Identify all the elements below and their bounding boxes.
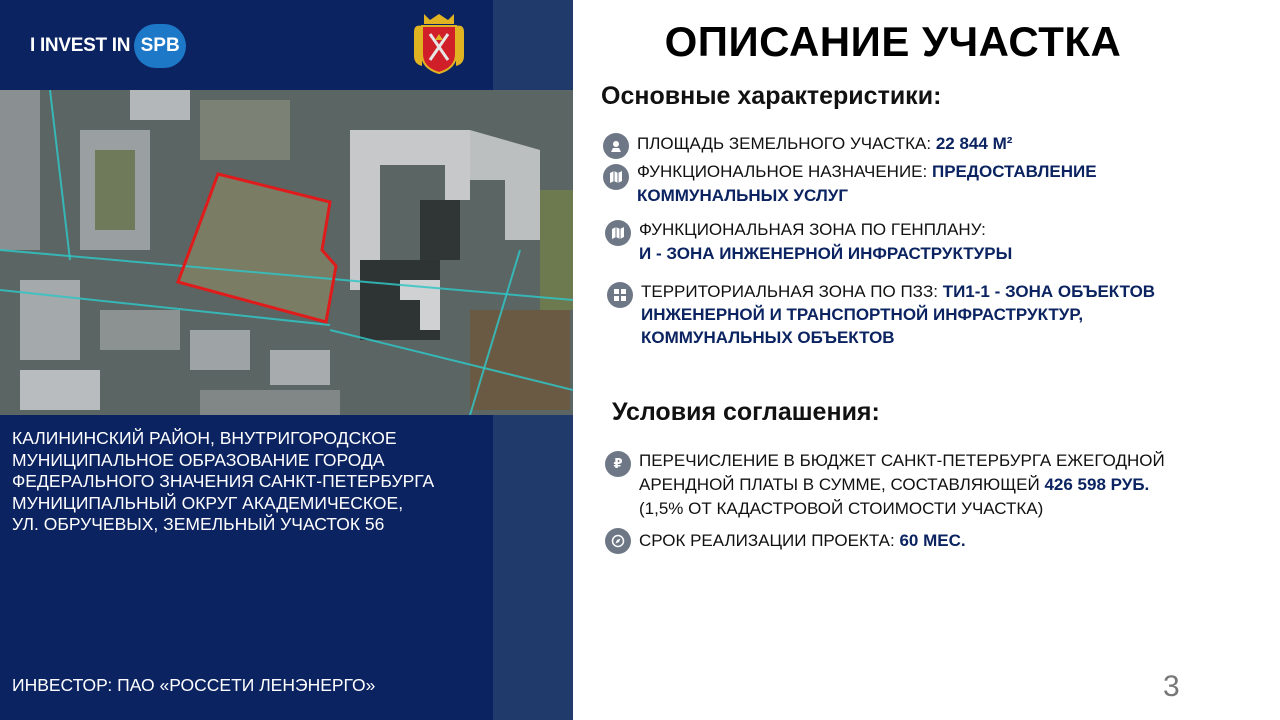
- page-number: 3: [1163, 670, 1180, 703]
- purpose-label: ФУНКЦИОНАЛЬНОЕ НАЗНАЧЕНИЕ:: [637, 162, 928, 181]
- address-line: ФЕДЕРАЛЬНОГО ЗНАЧЕНИЯ САНКТ-ПЕТЕРБУРГА: [12, 471, 435, 491]
- territorial-value-line3: КОММУНАЛЬНЫХ ОБЪЕКТОВ: [641, 328, 895, 347]
- location-pin-icon: [603, 133, 629, 159]
- map-icon: [603, 164, 629, 190]
- logo-badge: SPB: [134, 24, 186, 68]
- address-line: МУНИЦИПАЛЬНЫЙ ОКРУГ АКАДЕМИЧЕСКОЕ,: [12, 492, 404, 513]
- payment-note: (1,5% ОТ КАДАСТРОВОЙ СТОИМОСТИ УЧАСТКА): [639, 499, 1044, 518]
- map-icon: [605, 220, 631, 246]
- territorial-label: ТЕРРИТОРИАЛЬНАЯ ЗОНА ПО ПЗЗ:: [641, 282, 938, 301]
- address-line: МУНИЦИПАЛЬНОЕ ОБРАЗОВАНИЕ ГОРОДА: [12, 449, 385, 470]
- investor-label: ИНВЕСТОР: ПАО «РОССЕТИ ЛЕНЭНЕРГО»: [12, 675, 376, 695]
- invest-in-spb-logo: [30, 24, 186, 68]
- area-value: 22 844 М²: [935, 134, 1013, 153]
- grid-icon: [607, 282, 633, 308]
- payment-item: [605, 449, 1165, 521]
- conditions-heading: Условия соглашения:: [612, 398, 880, 426]
- zone-label: ФУНКЦИОНАЛЬНАЯ ЗОНА ПО ГЕНПЛАНУ:: [639, 220, 986, 239]
- compass-icon: [605, 528, 631, 554]
- purpose-item: [603, 160, 1097, 208]
- area-label: ПЛОЩАДЬ ЗЕМЕЛЬНОГО УЧАСТКА:: [637, 134, 932, 153]
- address-block: [12, 428, 482, 536]
- purpose-value-line2: КОММУНАЛЬНЫХ УСЛУГ: [637, 186, 848, 205]
- characteristics-heading: Основные характеристики:: [601, 82, 942, 110]
- term-label: СРОК РЕАЛИЗАЦИИ ПРОЕКТА:: [639, 531, 895, 550]
- payment-line2: АРЕНДНОЙ ПЛАТЫ В СУММЕ, СОСТАВЛЯЮЩЕЙ: [639, 475, 1040, 494]
- page-title: ОПИСАНИЕ УЧАСТКА: [664, 18, 1122, 65]
- term-value: 60 МЕС.: [899, 531, 966, 550]
- address-line: УЛ. ОБРУЧЕВЫХ, ЗЕМЕЛЬНЫЙ УЧАСТОК 56: [12, 514, 385, 534]
- purpose-value-line1: ПРЕДОСТАВЛЕНИЕ: [931, 162, 1097, 181]
- territorial-item: [607, 280, 1155, 349]
- area-item: [603, 133, 1012, 159]
- zone-item: [605, 218, 1012, 266]
- satellite-map: [0, 90, 573, 415]
- ruble-icon: ₽: [605, 451, 631, 477]
- payment-amount: 426 598 РУБ.: [1044, 475, 1150, 494]
- term-item: [605, 528, 966, 554]
- address-line: КАЛИНИНСКИЙ РАЙОН, ВНУТРИГОРОДСКОЕ: [12, 428, 397, 448]
- zone-value: И - ЗОНА ИНЖЕНЕРНОЙ ИНФРАСТРУКТУРЫ: [639, 244, 1013, 263]
- territorial-value-line1: ТИ1-1 - ЗОНА ОБЪЕКТОВ: [942, 282, 1156, 301]
- coat-of-arms-icon: [410, 10, 468, 76]
- territorial-value-line2: ИНЖЕНЕРНОЙ И ТРАНСПОРТНОЙ ИНФРАСТРУКТУР,: [641, 305, 1084, 324]
- logo-text: I INVEST IN: [30, 35, 131, 56]
- payment-line1: ПЕРЕЧИСЛЕНИЕ В БЮДЖЕТ САНКТ-ПЕТЕРБУРГА ЕЖЕГОДНОЙ: [639, 451, 1165, 470]
